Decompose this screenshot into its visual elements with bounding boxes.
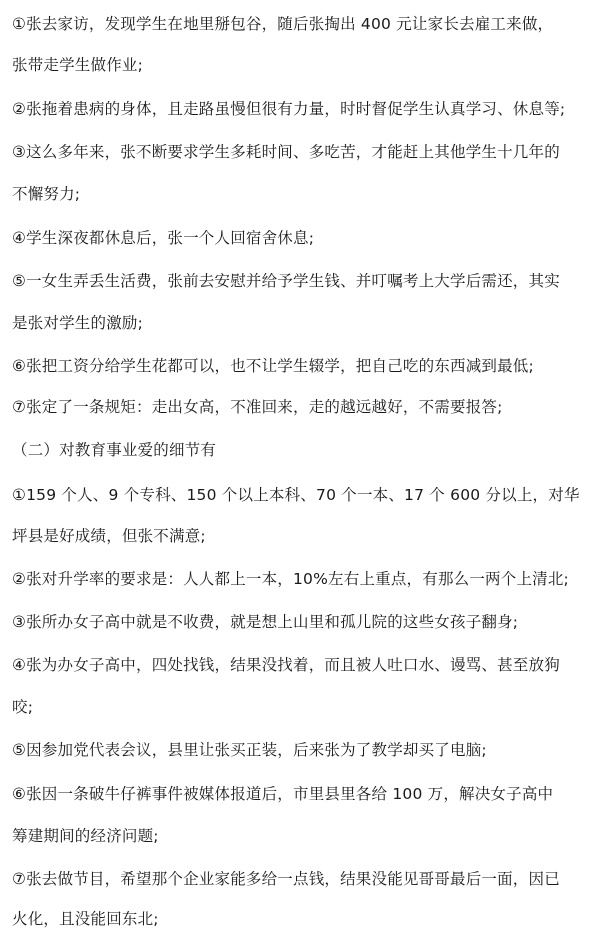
- text-line-22: 火化，且没能回东北;: [12, 910, 159, 928]
- text-line-20: 筹建期间的经济问题;: [12, 827, 159, 845]
- text-line-6: ④学生深夜都休息后，张一个人回宿舍休息;: [12, 229, 315, 247]
- text-line-16: ④张为办女子高中，四处找钱，结果没找着，而且被人吐口水、谩骂、甚至放狗: [12, 656, 560, 674]
- text-line-21: ⑦张去做节目，希望那个企业家能多给一点钱，结果没能见哥哥最后一面，因已: [12, 870, 560, 888]
- text-line-4: ③这么多年来，张不断要求学生多耗时间、多吃苦，才能赶上其他学生十几年的: [12, 143, 560, 161]
- text-line-1: ①张去家访，发现学生在地里掰包谷，随后张掏出 400 元让家长去雇工来做，: [12, 15, 554, 33]
- text-line-7: ⑤一女生弄丢生活费，张前去安慰并给予学生钱、并叮嘱考上大学后需还，其实: [12, 272, 560, 290]
- text-line-19: ⑥张因一条破牛仔裤事件被媒体报道后，市里县里各给 100 万，解决女子高中: [12, 785, 554, 803]
- text-line-13: 坪县是好成绩，但张不满意;: [12, 527, 206, 545]
- text-line-8: 是张对学生的激励;: [12, 314, 144, 332]
- text-line-9: ⑥张把工资分给学生花都可以，也不让学生辍学，把自己吃的东西减到最低;: [12, 357, 534, 375]
- text-line-15: ③张所办女子高中就是不收费，就是想上山里和孤儿院的这些女孩子翻身;: [12, 613, 519, 631]
- text-line-5: 不懈努力;: [12, 185, 81, 203]
- text-line-14: ②张对升学率的要求是：人人都上一本，10%左右上重点，有那么一两个上清北;: [12, 570, 569, 588]
- text-line-3: ②张拖着患病的身体，且走路虽慢但很有力量，时时督促学生认真学习、休息等;: [12, 100, 566, 118]
- text-line-2: 张带走学生做作业;: [12, 56, 144, 74]
- text-line-17: 咬;: [12, 698, 34, 716]
- text-line-10: ⑦张定了一条规矩：走出女高，不准回来，走的越远越好，不需要报答;: [12, 398, 503, 416]
- text-line-18: ⑤因参加党代表会议，县里让张买正装，后来张为了教学却买了电脑;: [12, 741, 487, 759]
- section-heading: （二）对教育事业爱的细节有: [12, 441, 217, 459]
- text-line-12: ①159 个人、9 个专科、150 个以上本科、70 个一本、17 个 600 分以上，对华: [12, 486, 580, 504]
